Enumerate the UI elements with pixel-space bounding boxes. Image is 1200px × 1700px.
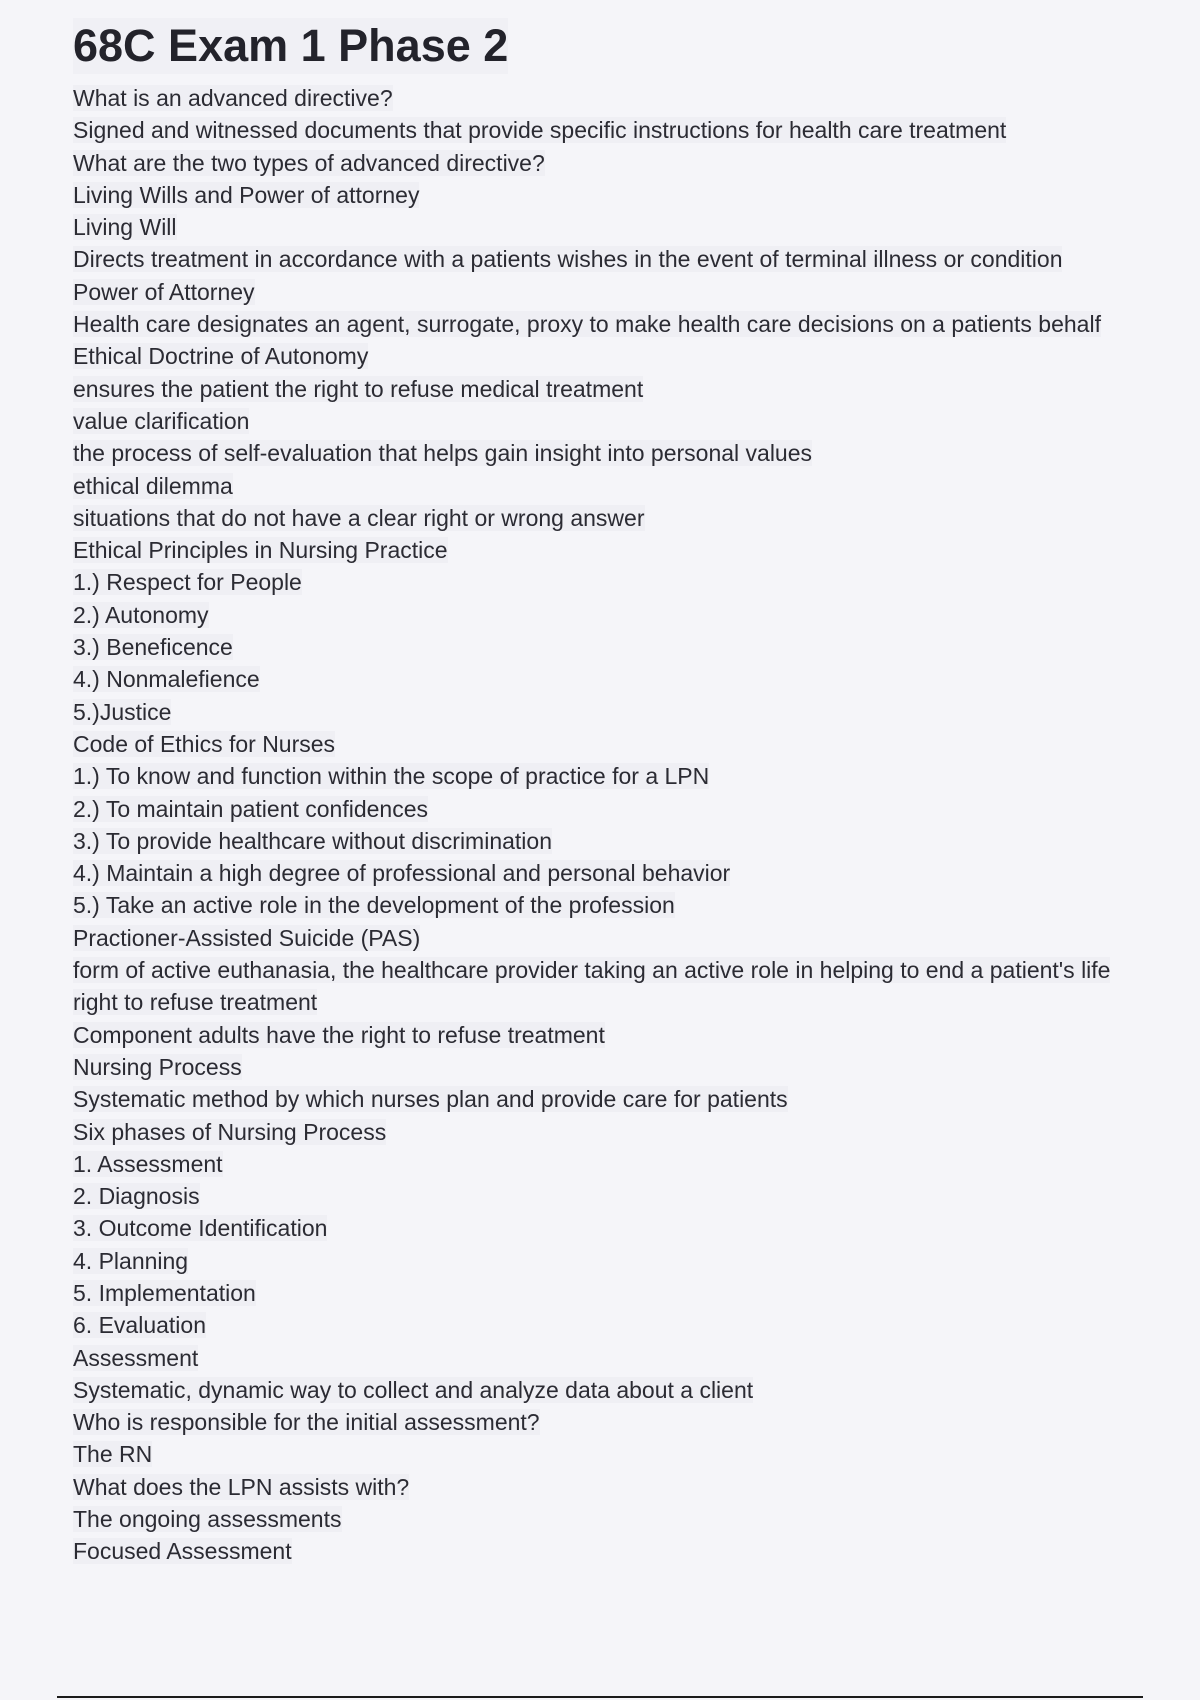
document-page [73,18,1133,1568]
document-line: 5.)Justice [73,698,172,725]
document-line: Health care designates an agent, surrogate, proxy to make health care decisions on a patients behalf [73,311,1101,338]
document-title: 68C Exam 1 Phase 2 [73,18,508,74]
document-line: The RN [73,1441,153,1468]
document-line: right to refuse treatment [73,989,318,1016]
document-line: ethical dilemma [73,472,233,499]
document-line: 4.) Nonmalefience [73,666,260,693]
document-line: Assessment [73,1344,199,1371]
document-line: 5. Implementation [73,1279,256,1306]
document-line: value clarification [73,407,250,434]
document-line: Signed and witnessed documents that provide specific instructions for health care treatment [73,117,1007,144]
document-line: 2.) Autonomy [73,601,209,628]
document-line: Practioner-Assisted Suicide (PAS) [73,924,421,951]
document-line: Ethical Principles in Nursing Practice [73,537,448,564]
document-line: What is an advanced directive? [73,85,393,111]
document-line: 4.) Maintain a high degree of professional and personal behavior [73,860,731,887]
document-line: 1. Assessment [73,1150,223,1177]
document-line: Systematic, dynamic way to collect and analyze data about a client [73,1376,754,1403]
document-line: 1.) To know and function within the scope of practice for a LPN [73,763,710,790]
document-line: 3.) To provide healthcare without discrimination [73,827,552,854]
document-line: Component adults have the right to refuse treatment [73,1021,605,1048]
document-line: What does the LPN assists with? [73,1473,410,1500]
document-line: Six phases of Nursing Process [73,1118,387,1145]
document-line: 3. Outcome Identification [73,1215,328,1242]
document-line: 4. Planning [73,1247,189,1274]
document-line: Directs treatment in accordance with a patients wishes in the event of terminal illness or condition [73,246,1063,273]
document-line: Who is responsible for the initial assessment? [73,1409,540,1436]
document-line: Ethical Doctrine of Autonomy [73,343,369,370]
document-line: 2.) To maintain patient confidences [73,795,429,822]
document-line: Systematic method by which nurses plan and provide care for patients [73,1086,788,1113]
document-line: 1.) Respect for People [73,569,302,596]
document-line: 6. Evaluation [73,1312,206,1339]
document-line: Code of Ethics for Nurses [73,730,336,757]
document-line: Focused Assessment [73,1538,292,1565]
page-bottom-rule [57,1696,1143,1698]
document-line: form of active euthanasia, the healthcare provider taking an active role in helping to end a patient's life [73,957,1111,984]
document-line: the process of self-evaluation that helps gain insight into personal values [73,440,813,467]
document-line: Nursing Process [73,1053,242,1080]
flashcard-list [73,82,1133,1568]
document-line: 3.) Beneficence [73,634,233,661]
document-line: Living Wills and Power of attorney [73,181,420,208]
document-line: 2. Diagnosis [73,1183,200,1210]
document-line: The ongoing assessments [73,1506,342,1533]
document-line: 5.) Take an active role in the development of the profession [73,892,675,919]
document-line: Living Will [73,214,177,241]
document-line: What are the two types of advanced directive? [73,149,545,176]
document-line: situations that do not have a clear right or wrong answer [73,504,645,531]
document-line: Power of Attorney [73,278,255,305]
document-line: ensures the patient the right to refuse medical treatment [73,375,644,402]
